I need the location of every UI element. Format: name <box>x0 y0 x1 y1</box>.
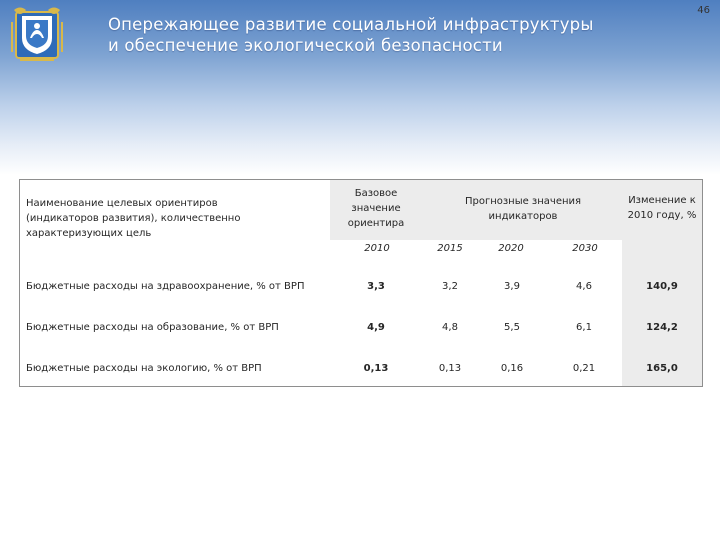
page-title <box>108 14 668 56</box>
page-title-line-1: Опережающее развитие социальной инфраструктуры <box>108 15 594 34</box>
table-row-3-base: 0,13 <box>363 362 389 374</box>
year-2030: 2030 <box>572 243 598 254</box>
table-row-3-2030: 0,21 <box>572 362 596 374</box>
table-row-2-2030: 6,1 <box>576 321 592 333</box>
table-row-3-name: Бюджетные расходы на экологию, % от ВРП <box>26 362 262 374</box>
table-row-2-base: 4,9 <box>367 321 385 333</box>
page-number: 46 <box>697 5 710 16</box>
table-row-1-2030: 4,6 <box>576 280 592 292</box>
table-row-1-base: 3,3 <box>367 280 385 292</box>
table-row-1-2015: 3,2 <box>442 280 458 292</box>
table-row-1-change: 140,9 <box>646 280 678 292</box>
table-row-3-change: 165,0 <box>646 362 678 374</box>
header-forecast: Прогнозные значения индикаторов <box>464 196 582 222</box>
header-change: Изменение к 2010 году, % <box>627 195 697 221</box>
table-row-1-name: Бюджетные расходы на здравоохранение, % от ВРП <box>26 280 305 292</box>
indicators-table <box>19 179 703 387</box>
table-row-1-2020: 3,9 <box>504 280 520 292</box>
table-row-2-2015: 4,8 <box>442 321 458 333</box>
table-row-2-2020: 5,5 <box>504 321 520 333</box>
header-base-value: Базовое значение ориентира <box>347 187 405 229</box>
table-row-3-2020: 0,16 <box>500 362 524 374</box>
header-indicator-name: Наименование целевых ориентиров (индикаторов развития), количественно характеризующих цель <box>26 197 241 239</box>
page-title-line-2: и обеспечение экологической безопасности <box>108 36 503 55</box>
year-2020: 2020 <box>498 243 524 254</box>
year-2015: 2015 <box>437 243 463 254</box>
samara-region-emblem-icon <box>8 4 66 66</box>
year-2010: 2010 <box>364 243 390 254</box>
table-row-2-name: Бюджетные расходы на образование, % от ВРП <box>26 321 279 333</box>
table-row-2-change: 124,2 <box>646 321 678 333</box>
table-row-3-2015: 0,13 <box>438 362 462 374</box>
